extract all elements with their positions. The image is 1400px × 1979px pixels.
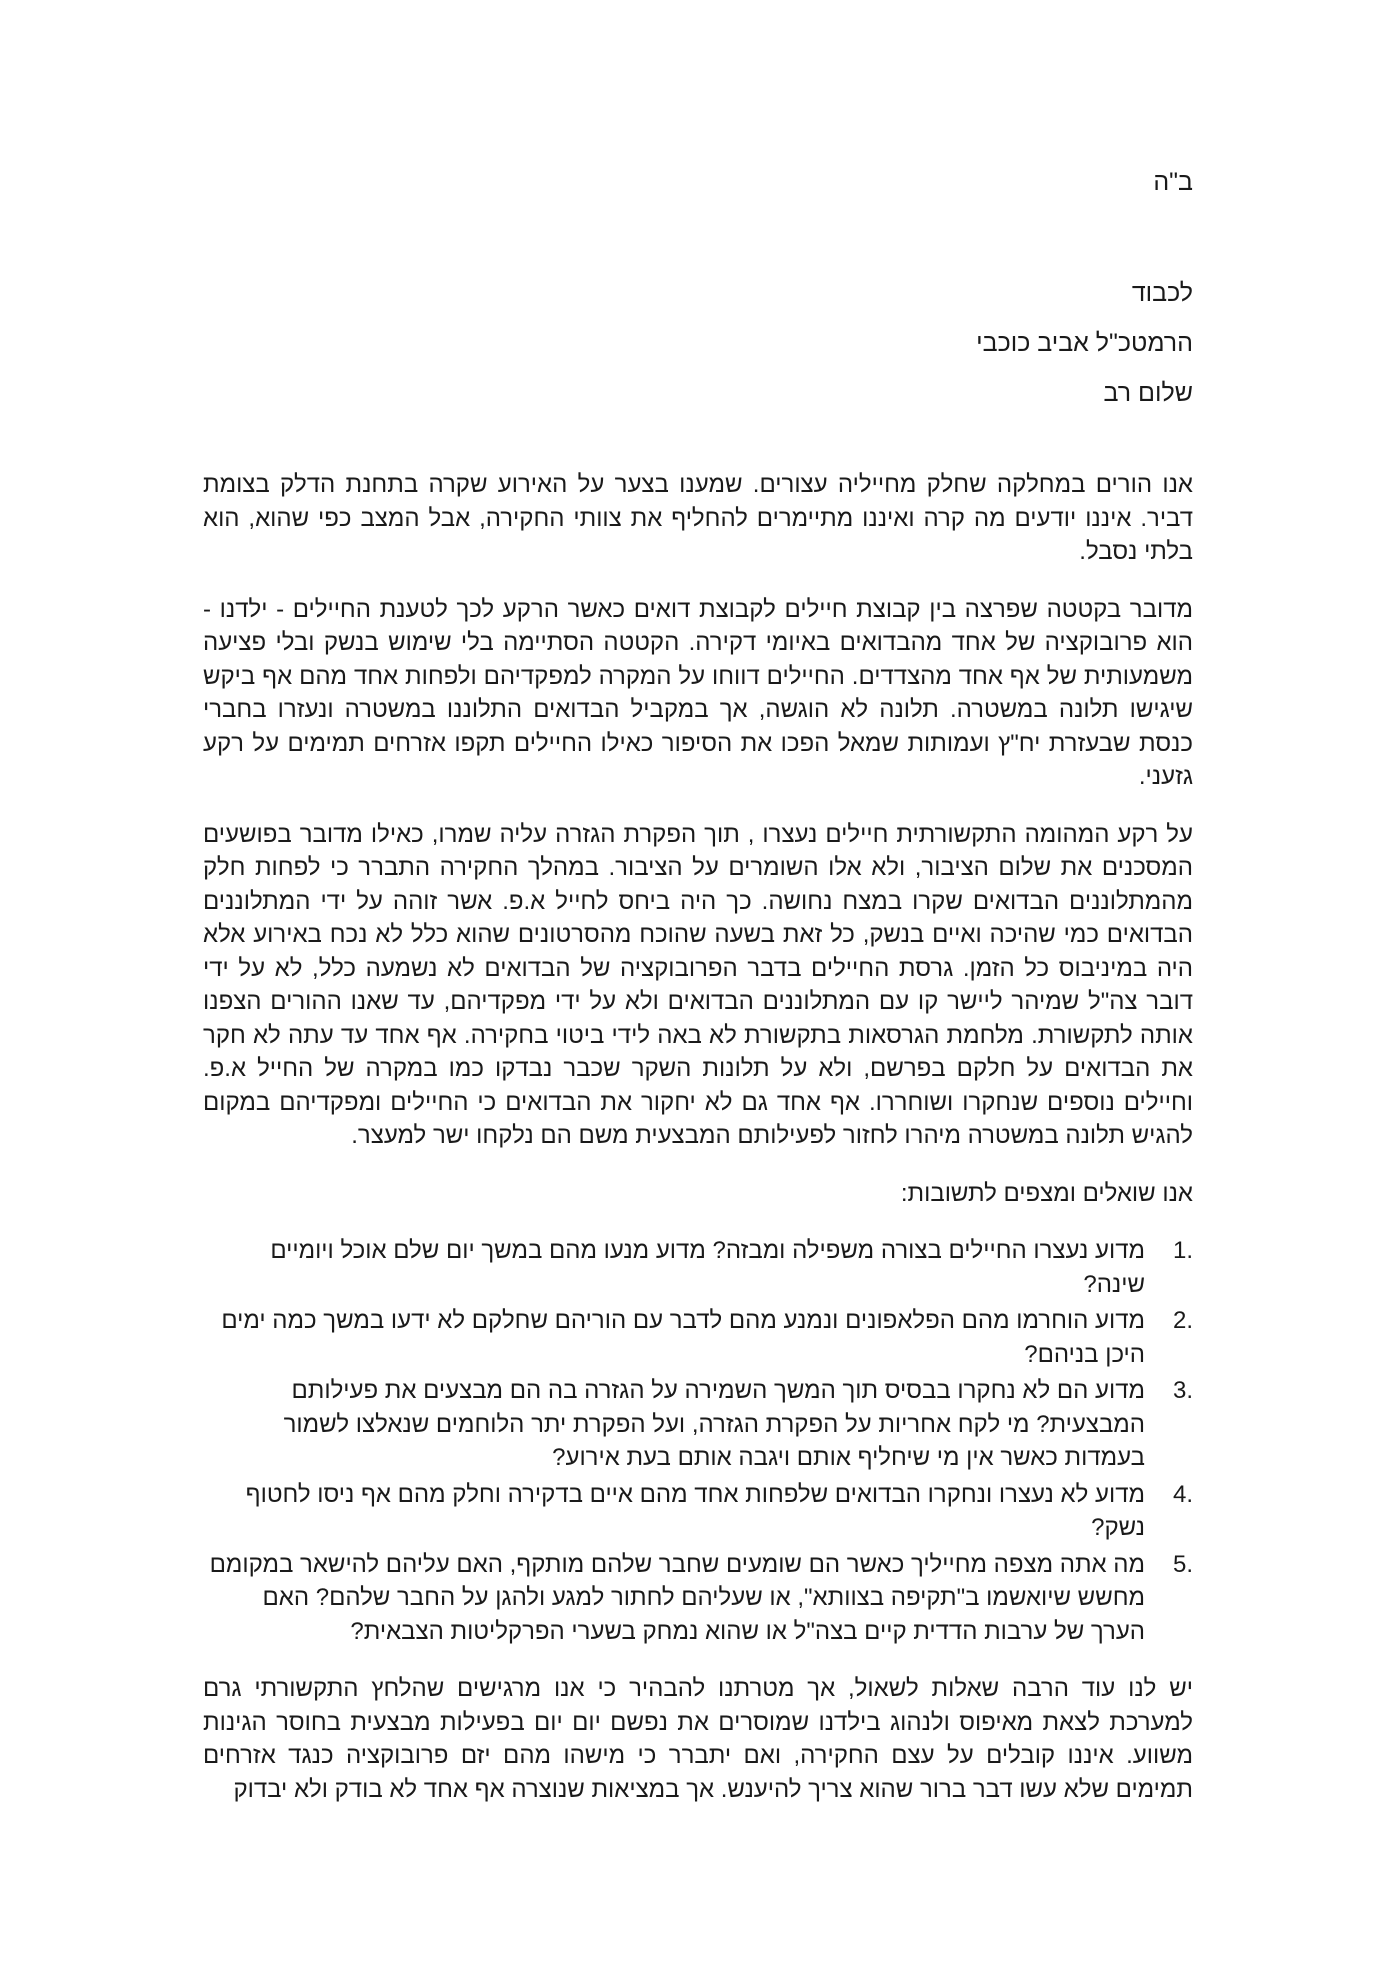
question-text: מדוע הם לא נחקרו בבסיס תוך המשך השמירה על הגזרה בה הם מבצעים את פעילותם המבצעית? מי לקח אחריות על הפקרת הגזרה, ועל הפקרת יתר הלוחמים שנאלצו לשמור בעמדות כאשר אין מי שיחליף אותם ויגבה אותם בעת אירוע? [283, 1377, 1145, 1471]
question-number: 3. [1172, 1377, 1193, 1404]
paragraph-intro: אנו הורים במחלקה שחלק מחייליה עצורים. שמענו בצער על האירוע שקרה בתחנת הדלק בצומת דביר. איננו יודעים מה קרה ואיננו מתיימרים להחליף את צוותי החקירה, אבל המצב כפי שהוא, הוא בלתי נסבל. [203, 471, 1193, 565]
question-item [203, 1548, 1193, 1649]
question-item [203, 1374, 1193, 1475]
paragraph-arrest: על רקע המהומה התקשורתית חיילים נעצרו , תוך הפקרת הגזרה עליה שמרו, כאילו מדובר בפושעים המסכנים את שלום הציבור, ולא אלו השומרים על הציבור. במהלך החקירה התברר כי לפחות חלק מהמתלוננים הבדואים שקרו במצח נחושה. כך היה ביחס לחייל א.פ. אשר זוהה על ידי המתלוננים הבדואים כמי שהיכה ואיים בנשק, כל זאת בשעה שהוכח מהסרטונים שהוא כלל לא נכח באירוע אלא היה במיניבוס כל הזמן. גרסת החיילים בדבר הפרובוקציה של הבדואים לא נשמעה כלל, לא על ידי דובר צה"ל שמיהר ליישר קו עם המתלוננים הבדואים ולא על ידי מפקדיהם, עד שאנו ההורים הצפנו אותה לתקשורת. מלחמת הגרסאות בתקשורת לא באה לידי ביטוי בחקירה. אף אחד עד עתה לא חקר את הבדואים על חלקם בפרשם, ולא על תלונות השקר שכבר נבדקו כמו במקרה של החייל א.פ. וחיילים נוספים שנחקרו ושוחררו. אף אחד גם לא יחקור את הבדואים כי החיילים ומפקדיהם במקום להגיש תלונה במשטרה מיהרו לחזור לפעילותם המבצעית משם הם נלקחו ישר למעצר. [203, 820, 1193, 1149]
question-text: מדוע הוחרמו מהם הפלאפונים ונמנע מהם לדבר עם הוריהם שחלקם לא ידעו במשך כמה ימים היכן בניהם? [221, 1307, 1145, 1368]
question-text: מדוע נעצרו החיילים בצורה משפילה ומבזה? מדוע מנעו מהם במשך יום שלם אוכל ויומיים שינה? [270, 1237, 1145, 1298]
letter-body [203, 468, 1193, 1830]
letter-header-bh: ב"ה [1153, 168, 1193, 196]
question-item [203, 1234, 1193, 1301]
question-number: 1. [1172, 1237, 1193, 1264]
salutation-block [976, 268, 1193, 418]
paragraph-closing: יש לנו עוד הרבה שאלות לשאול, אך מטרתנו להבהיר כי אנו מרגישים שהלחץ התקשורתי גרם למערכת לצאת מאיפוס ולנהוג בילדנו שמוסרים את נפשם יום יום בפעילות מבצעית בחוסר הגינות משווע. איננו קובלים על עצם החקירה, ואם יתברר כי מישהו מהם יזם פרובוקציה כנגד אזרחים תמימים שלא עשו דבר ברור שהוא צריך להיענש. אך במציאות שנוצרה אף אחד לא בודק ולא יבדוק [203, 1675, 1193, 1803]
question-number: 2. [1172, 1307, 1193, 1334]
question-text: מה אתה מצפה מחייליך כאשר הם שומעים שחבר שלהם מותקף, האם עליהם להישאר במקומם מחשש שיואשמו ב"תקיפה בצוותא", או שעליהם לחתור למגע ולהגן על החבר שלהם? האם הערך של ערבות הדדית קיים בצה"ל או שהוא נמחק בשערי הפרקליטות הצבאית? [209, 1550, 1145, 1645]
salutation-to: לכבוד [1131, 279, 1193, 307]
questions-list [203, 1234, 1193, 1648]
question-item [203, 1304, 1193, 1371]
salutation-recipient: הרמטכ"ל אביב כוכבי [976, 329, 1193, 357]
question-text: מדוע לא נעצרו ונחקרו הבדואים שלפחות אחד מהם איים בדקירה וחלק מהם אף ניסו לחטוף נשק? [245, 1480, 1145, 1541]
questions-intro: אנו שואלים ומצפים לתשובות: [900, 1179, 1193, 1207]
question-item [203, 1478, 1193, 1545]
paragraph-incident: מדובר בקטטה שפרצה בין קבוצת חיילים לקבוצת דואים כאשר הרקע לכך לטענת החיילים - ילדנו - הוא פרובוקציה של אחד מהבדואים באיומי דקירה. הקטטה הסתיימה בלי שימוש בנשק ובלי פציעה משמעותית של אף אחד מהצדדים. החיילים דווחו על המקרה למפקדיהם ולפחות אחד מהם אף ביקש שיגישו תלונה במשטרה. תלונה לא הוגשה, אך במקביל הבדואים התלוננו במשטרה ונעזרו בחברי כנסת שבעזרת יח"ץ ועמותות שמאל הפכו את הסיפור כאילו החיילים תקפו אזרחים תמימים על רקע גזעני. [203, 595, 1193, 790]
question-number: 4. [1172, 1480, 1193, 1508]
question-number: 5. [1172, 1550, 1193, 1578]
salutation-greeting: שלום רב [1103, 379, 1193, 407]
